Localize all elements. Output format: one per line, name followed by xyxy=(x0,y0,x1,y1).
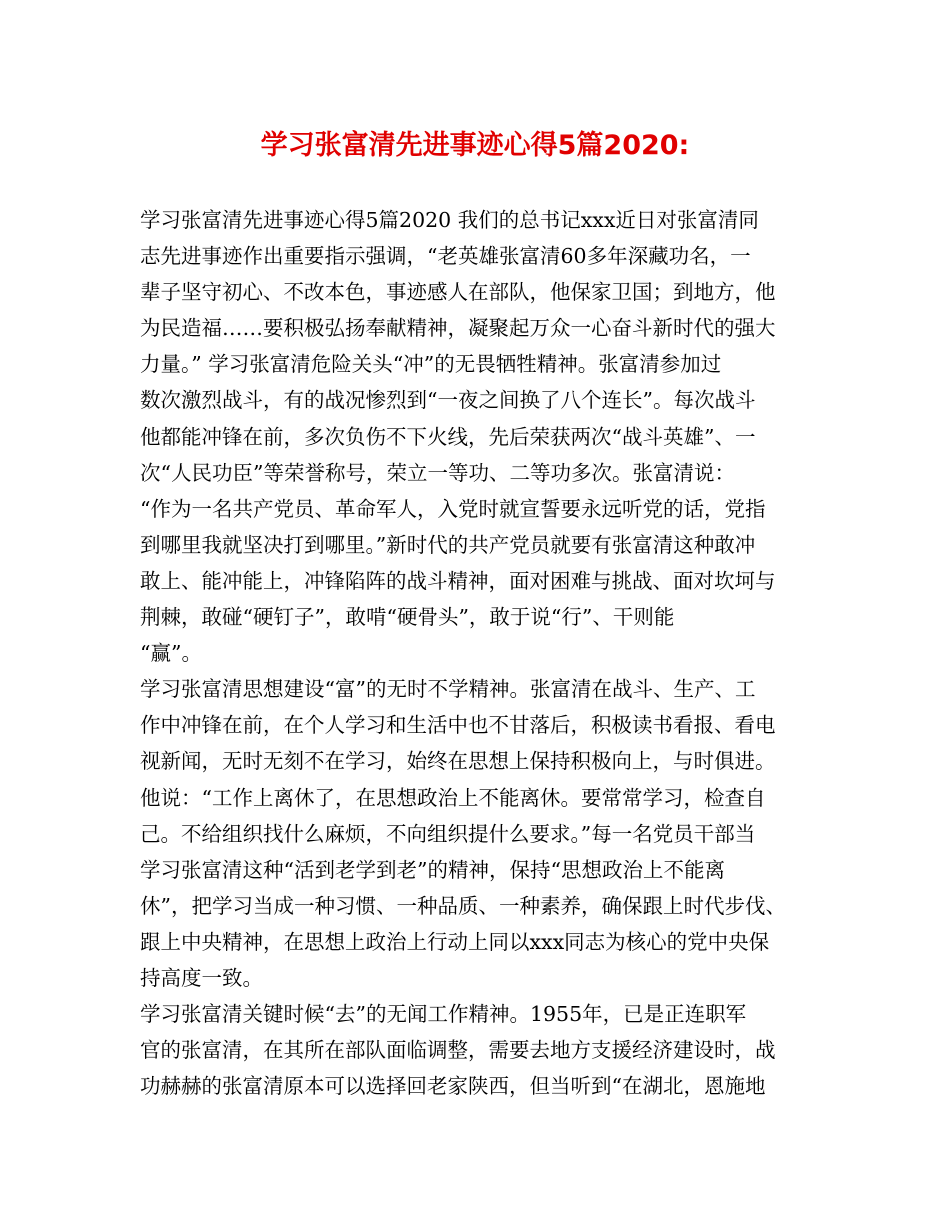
text-line: 次“人民功臣”等荣誉称号，荣立一等功、二等功多次。张富清说： xyxy=(140,460,735,485)
text-line: 学习张富清关键时候“去”的无闻工作精神。1955年，已是正连职军 xyxy=(140,1002,747,1027)
text-line: 到哪里我就坚决打到哪里。”新时代的共产党员就要有张富清这种敢冲 xyxy=(140,532,756,557)
text-line: 他都能冲锋在前，多次负伤不下火线，先后荣获两次“战斗英雄”、一 xyxy=(140,424,756,449)
text-line: 学习张富清先进事迹心得5篇2020 我们的总书记xxx近日对张富清同 xyxy=(140,208,759,232)
text-line: 荆棘，敢碰“硬钉子”，敢啃“硬骨头”，敢于说“行”、干则能 xyxy=(140,605,675,630)
text-line: 休”，把学习当成一种习惯、一种品质、一种素养，确保跟上时代步伐、 xyxy=(140,893,786,918)
text-line: 功赫赫的张富清原本可以选择回老家陕西，但当听到“在湖北，恩施地 xyxy=(140,1074,766,1099)
text-line: 辈子坚守初心、不改本色，事迹感人在部队，他保家卫国；到地方，他 xyxy=(140,280,776,305)
text-line: 为民造福……要积极弘扬奉献精神，凝聚起万众一心奋斗新时代的强大 xyxy=(140,316,776,341)
text-line: 学习张富清这种“活到老学到老”的精神，保持“思想政治上不能离 xyxy=(140,857,725,882)
text-line: 他说：“工作上离休了，在思想政治上不能离休。要常常学习，检查自 xyxy=(140,785,766,810)
paragraph-1 xyxy=(140,202,826,671)
text-line: 学习张富清思想建设“富”的无时不学精神。张富清在战斗、生产、工 xyxy=(140,677,756,702)
text-line: 志先进事迹作出重要指示强调，“老英雄张富清60多年深藏功名，一 xyxy=(140,244,751,269)
text-line: “作为一名共产党员、革命军人，入党时就宣誓要永远听党的话，党指 xyxy=(140,496,766,521)
text-line: 作中冲锋在前，在个人学习和生活中也不甘落后，积极读书看报、看电 xyxy=(140,713,776,738)
text-line: 己。不给组织找什么麻烦，不向组织提什么要求。”每一名党员干部当 xyxy=(140,821,756,846)
text-line: 跟上中央精神，在思想上政治上行动上同以xxx同志为核心的党中央保 xyxy=(140,929,770,954)
text-line: 力量。” 学习张富清危险关头“冲”的无畏牺牲精神。张富清参加过 xyxy=(140,352,722,377)
text-line: 持高度一致。 xyxy=(140,965,263,990)
document-body xyxy=(140,202,826,1104)
paragraph-3 xyxy=(140,996,826,1104)
text-line: “赢”。 xyxy=(140,641,202,666)
text-line: 视新闻，无时无刻不在学习，始终在思想上保持积极向上，与时俱进。 xyxy=(140,749,776,774)
text-line: 官的张富清，在其所在部队面临调整，需要去地方支援经济建设时，战 xyxy=(140,1038,776,1063)
document-title: 学习张富清先进事迹心得5篇2020: xyxy=(260,130,690,161)
paragraph-2 xyxy=(140,671,826,996)
text-line: 敢上、能冲能上，冲锋陷阵的战斗精神，面对困难与挑战、面对坎坷与 xyxy=(140,568,776,593)
text-line: 数次激烈战斗，有的战况惨烈到“一夜之间换了八个连长”。每次战斗 xyxy=(140,388,756,413)
